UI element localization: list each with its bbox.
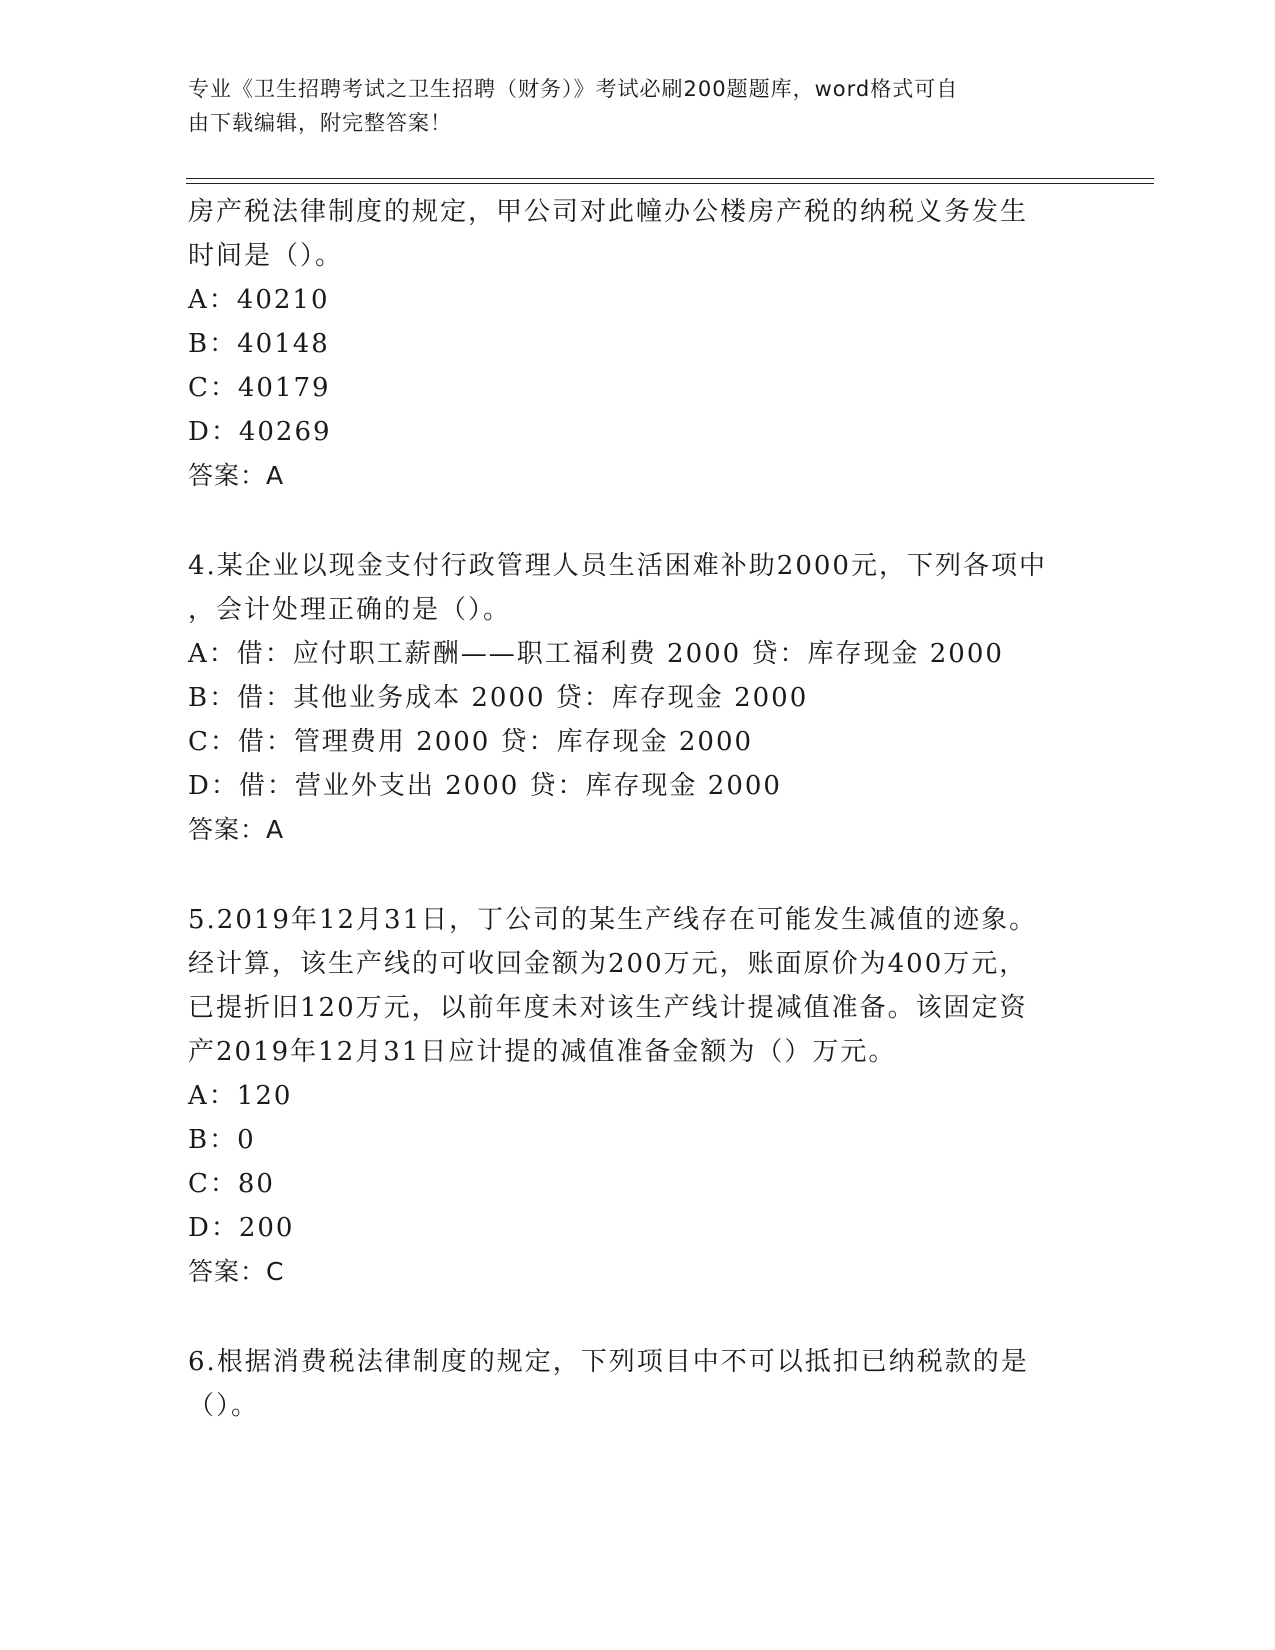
question-text-line: 房产税法律制度的规定，甲公司对此幢办公楼房产税的纳税义务发生 <box>188 197 1029 227</box>
question-text-line: 6.根据消费税法律制度的规定，下列项目中不可以抵扣已纳税款的是 <box>188 1347 1029 1377</box>
question-text-line: 经计算，该生产线的可收回金额为200万元，账面原价为400万元， <box>188 949 1028 979</box>
question-text-line: （）。 <box>188 1391 260 1421</box>
question-text-line: 5.2019年12月31日，丁公司的某生产线存在可能发生减值的迹象。 <box>188 905 1038 935</box>
option-c: C：40179 <box>188 373 331 403</box>
header-rule-bottom <box>186 183 1154 184</box>
question-3 <box>188 190 1088 498</box>
question-6 <box>188 1340 1088 1428</box>
question-text-line: 已提折旧120万元，以前年度未对该生产线计提减值准备。该固定资 <box>188 993 1028 1023</box>
question-list <box>188 190 1088 1428</box>
question-text-line: 4.某企业以现金支付行政管理人员生活困难补助2000元，下列各项中 <box>188 551 1047 581</box>
question-5 <box>188 898 1088 1294</box>
answer: 答案：A <box>188 815 285 844</box>
question-text-line: ，会计处理正确的是（）。 <box>188 595 512 625</box>
header-line-1: 专业《卫生招聘考试之卫生招聘（财务）》考试必刷200题题库，word格式可自 <box>188 77 959 101</box>
option-a: A：40210 <box>188 285 330 315</box>
question-text-line: 时间是（）。 <box>188 241 344 271</box>
option-a: A：120 <box>188 1081 293 1111</box>
header-rule-top <box>186 178 1154 179</box>
question-4 <box>188 544 1088 852</box>
option-c: C：80 <box>188 1169 275 1199</box>
option-c: C：借：管理费用 2000 贷：库存现金 2000 <box>188 727 754 757</box>
answer: 答案：C <box>188 1257 285 1286</box>
option-d: D：200 <box>188 1213 295 1243</box>
document-header <box>188 72 1068 140</box>
option-b: B：0 <box>188 1125 256 1155</box>
option-d: D：40269 <box>188 417 332 447</box>
answer: 答案：A <box>188 461 285 490</box>
option-b: B：40148 <box>188 329 330 359</box>
option-d: D：借：营业外支出 2000 贷：库存现金 2000 <box>188 771 782 801</box>
option-b: B：借：其他业务成本 2000 贷：库存现金 2000 <box>188 683 809 713</box>
header-line-2: 由下载编辑，附完整答案！ <box>188 111 452 135</box>
option-a: A：借：应付职工薪酬——职工福利费 2000 贷：库存现金 2000 <box>188 639 1004 669</box>
question-text-line: 产2019年12月31日应计提的减值准备金额为（）万元。 <box>188 1037 897 1067</box>
